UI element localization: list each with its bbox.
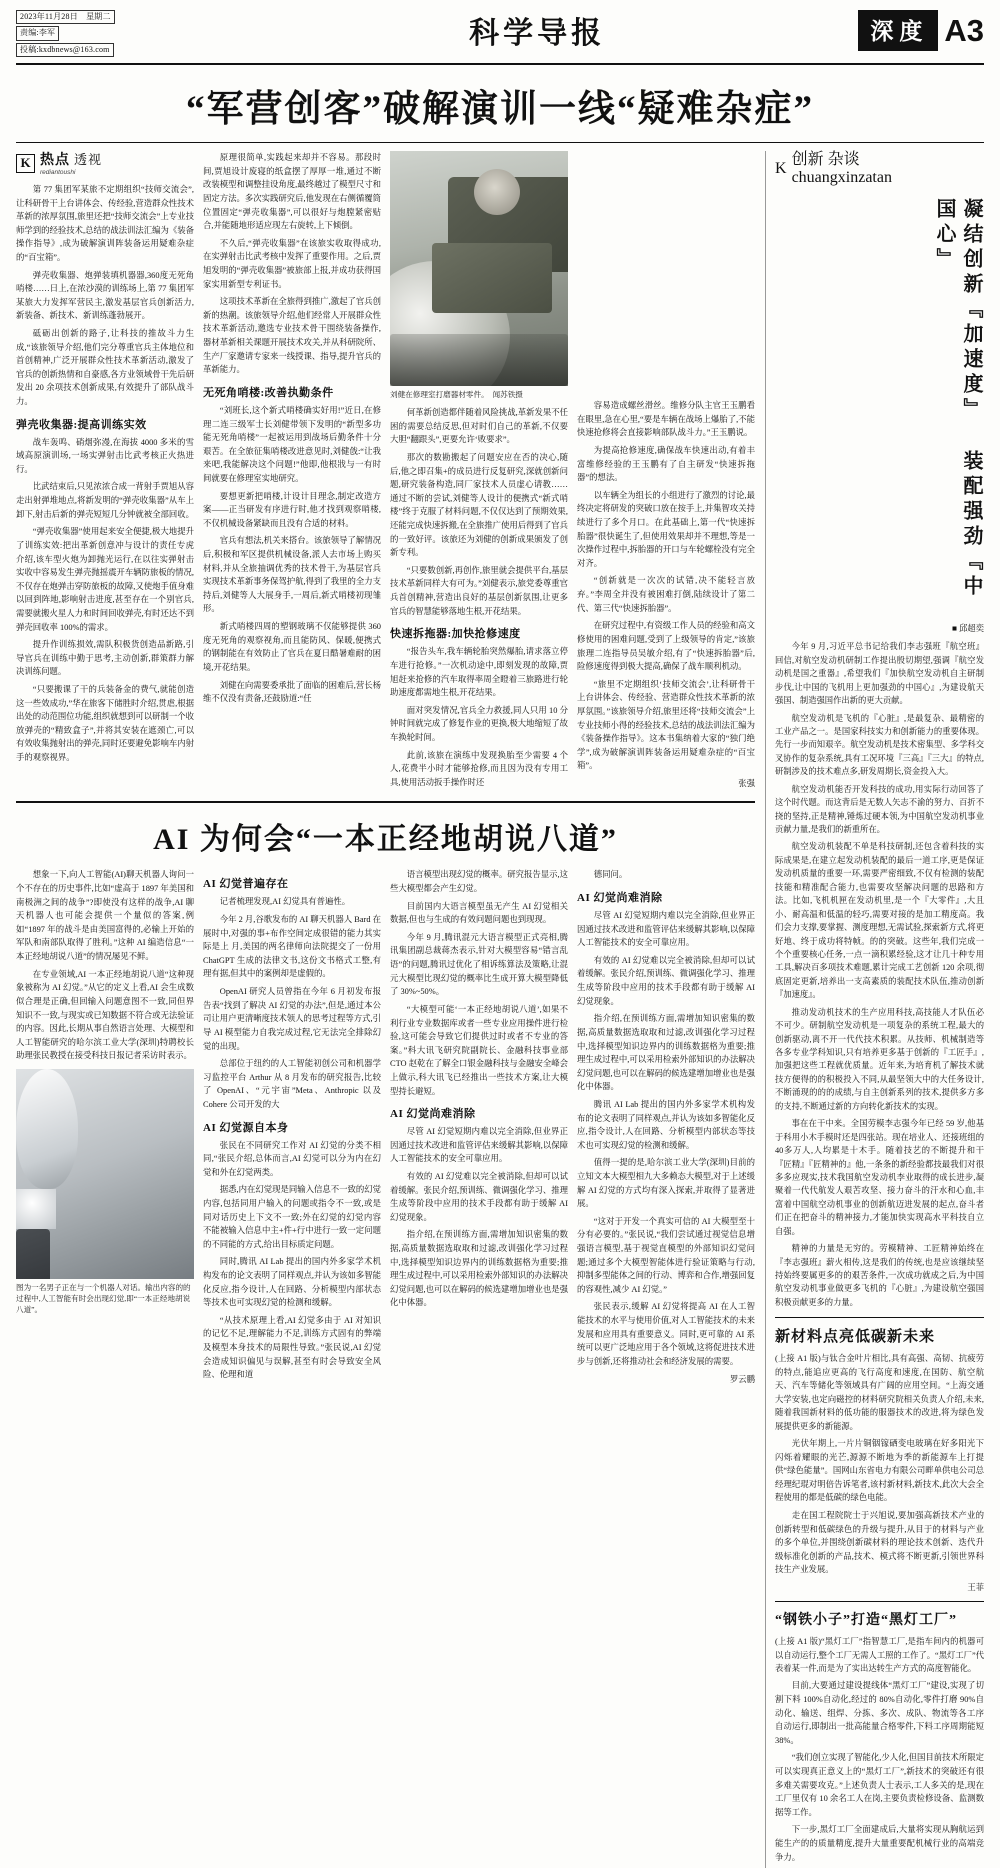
paragraph: 航空发动机能否开发科技的成功,用实际行动回答了这个时代题。而这背后是无数人矢志不渝的努力、百折不挠的坚持,正是精神,锤炼过硬本领,为中国航空发动机事业贡献力量,是我们的新重所在。 xyxy=(775,784,984,835)
paragraph: 总部位于纽约的人工智能初创公司和机器学习监控平台 Arthur 从 8 月发布的研究报告,比较了 OpenAI、“元宇宙”Meta、Anthropic 以及 Cohere 公司开发的大 xyxy=(203,1059,381,1109)
vertical-title-wrap xyxy=(775,194,984,624)
feature1-col-4 xyxy=(577,151,755,793)
paragraph: “从技术原理上看,AI 幻觉多由于 AI 对知识的记忆不足,理解能力不足,训练方式固有的弊端及模型本身技术的局限性导致。”张民说,AI 幻觉会造成知识偏见与误解,甚至有时会导致安全风险、伦理和道 xyxy=(203,1315,381,1380)
paragraph: 尽管 AI 幻觉短期内难以完全消除,但业界正因通过技术改进和监管评估来缓解其影响,以保障人工智能技术的安全可靠应用。 xyxy=(577,911,755,948)
kicker-hotspot xyxy=(16,151,194,176)
submission-email: 投稿:kxdbnews@163.com xyxy=(16,43,114,57)
continuation-note: (上接 A1 版) xyxy=(775,1637,821,1647)
right-article-body xyxy=(775,640,984,1309)
author-byline: ■ 邱超奕 xyxy=(952,624,984,634)
paragraph: 精神的力量是无穷的。劳模精神、工匠精神始终在『李志强班』薪火相传,这是我们的传统,也是应该继续坚持始终要属更多的的艰苦条件,一次成功就成之后,为中国航空发动机事业做更多飞机的『心脏』,为建设航空强国积极贡献更多的力量。 xyxy=(775,1244,984,1307)
paragraph: 指介绍,在预训练方面,需增加知识密集的数据,高质量数据选取取和过滤,改训强化学习过程中,选择模型知识边界内的训练数据格为重要;推理生成过程中,可以采用检索外部知识的办法解决幻觉问题,也可以在解码的候选建增加增业也是强化中体器。 xyxy=(577,1014,755,1092)
paragraph: 战车轰鸣、硝烟弥漫,在海拔 4000 多米的雪域高原演训场,一场实弹射击比武考核正火热进行。 xyxy=(16,437,194,474)
subheading: 无死角哨楼:改善执勤条件 xyxy=(203,386,334,399)
paragraph: 目前国内大语言模型虽无产生 AI 幻觉相关数据,但也与生成的有效问题问题也到现现。 xyxy=(390,901,568,925)
paragraph: 目前,大要通过建设提线体“黑灯工厂”建设,实现了切割下料 100%自动化,经过的 80%自动化,零件打磨 90%自动化、输送、组焊、分拣、多次、成队、物流等各工序自动运行,即制出一批高能量合格零件,下料工序周期能短 38%。 xyxy=(775,1681,984,1745)
feature1-col-3 xyxy=(390,151,568,793)
paragraph: “弹壳收集器”使用起来安全便捷,极大地提升了训练实效:把出革新创意冲与设计的责任专虎介绍,该车型火炮为卸抛光运行,在以往实弹射击实收中容易发生弹壳抛摇震开车辆防旅板的情况,不仅存在炮弹击穿防旅板的故障,又使炮手值身难以回到阵地,影响射击进度,甚至存在一个别官兵,需要就搬火星人力和时间回收弹壳,有时还达不到弹壳回收率 100%的需求。 xyxy=(16,527,194,632)
paragraph: “我们创立实现了智能化,少人化,但国目前技术所限定可以实现真正意义上的“黑灯工厂”,新技术的突破还有很多难关需要攻克。”上述负责人士表示,工人多关的是,现在工厂里仅有 10 余名工人在岗,主要负责检修设备、监测数据等工作。 xyxy=(775,1753,984,1817)
paragraph: “大模型可能‘一本正经地胡说八道’,如果不利行业专业数据库或者一些专业应用操件进行检验,这可能会导致它们提供过时或者不专业的答案。”科大讯飞研究院副院长、金融科技事业部 CTO 赵乾在了解全口银金融科技与金融安全峰会上做示,科大讯飞已经推出一些技术方案,让大模型持长避短。 xyxy=(390,1004,568,1096)
subheading: 弹壳收集器:提高训练实效 xyxy=(16,418,147,431)
k-logo-icon: K xyxy=(775,159,787,177)
paragraph: “刘班长,这个新式哨楼确实好用!”近日,在修理二连三级军士长刘健带领下发明的“新型多功能无死角哨楼”一起被运用到战场后勤条件十分艰苦。在全旅征集哨楼改进意见时,刘健戗:“让我来吧,我能解决这个问题!”他即,他根戕与一有时间就要在修理室实地研究。 xyxy=(203,405,381,483)
paragraph: 以车辆全为组长的小组进行了激烈的讨论,最终决定将研发的突破口放在按手上,并集智攻关持续进行了多个月口。在此基础上,第一代“快速拆胎器”很快诞生了,但使用效果却并不理想,等是一次操作过程中,拆胎器的开口与车轮螺栓没有完全对齐。 xyxy=(577,490,756,568)
article-byline: 王菲 xyxy=(967,1583,984,1593)
kicker-main: 创新 xyxy=(791,151,824,169)
paragraph: 与钛合金叶片相比,具有高强、高韧、抗疲劳的特点,能追应更高的飞行高度和速度,在国防、航空航天、汽车等储化等领域具有广阔的应用空间。“上海交通大学安装,也定向磁控的材料研究院相关负责人介绍,未来,随着我国新材料的低功能的服器技术的改进,将为绿色发展提供更多的新能源。 xyxy=(775,1354,984,1431)
paragraph: 在专业领域,AI 一本正经地胡说八道“这种现象被称为 AI 幻觉。”从它的定义上看,AI 会生成数似合理是正确,但回输入问题意图不一致,同但界知识不一致,与现实或已知数据不符合或无法验证的内容。因此,长期从事自然语言处理、大模型和人工智能研究的哈尔滨工业大学(深圳)特聘校长助理张民教授在接受科技日报记者采访时表示。 xyxy=(16,969,194,1061)
paragraph: 想象一下,向人工智能(AI)聊天机器人询问一个不存在的历史事件,比如“虚高于 1897 年美国和南极洲之间的战争”?即使没有这样的战争,AI 聊天机器人也可能会提供一个量似的答案,例如“1897 年的战斗是由美国富得的,必输上开始的军队和南部队取得了胜利。”这种 AI 编造信息“一本正经地胡说八道”的情况屡见不鲜。 xyxy=(16,870,194,962)
feature2-col-4 xyxy=(577,868,755,1386)
paragraph: 语言模型出现幻觉的概率。研究报告显示,这些大模型都会产生幻觉。 xyxy=(390,870,569,894)
photo-caption: 图为一名男子正在与一个机器人对话。输出内容的的过程中,人工智能有时会出现幻觉,即“一本正经地胡说八道”。 xyxy=(16,1282,191,1314)
paragraph: 砥砺出创新的路子,让科技的推故斗力生成,“该旅领导介绍,他们完分尊重官兵主体地位和首创精神,广泛开展群众性技术革新活动,激发了官兵的创新热情和自豪感,各方业领域骨干先后研发出 20 余项技术创新成果,有效提升了部队战斗力。 xyxy=(16,329,194,407)
paragraph: 同时,腾讯 AI Lab 提出的国内外多家学术机构发布的论文表明了同样观点,并认为该如多智能化反应,指今设计,人在回路、分析模型内部状态等技术也可实现幻觉的检测和缓解。 xyxy=(203,1257,381,1308)
kicker-main: 热点 xyxy=(40,153,70,169)
paragraph: 德同问。 xyxy=(593,870,628,880)
kicker-pinyin: rediantoushi xyxy=(40,168,76,176)
paragraph: 何革新创造都伴随着风险挑战,革新发果不任困的需要总结反思,但对时们自己的革新,不仅要大胆“翻跟头”,更要允许‘败要求”。 xyxy=(390,408,569,445)
paragraph: 航空发动机是飞机的『心脏』,是最复杂、最精密的工业产品之一。是国家科技实力和创新能力的重要体现。先行一步而知艰辛。航空发动机是技术密集型、多学科交叉协作的复杂系统,具有工况环境『三高』『三大』的特点,研制涉及的技术难点多,研发周期长,资金投入大。 xyxy=(775,713,984,777)
right-column xyxy=(765,151,984,1868)
paragraph: 记者梳理发现,AI 幻觉具有普遍性。 xyxy=(219,897,351,907)
paragraph: 航空发动机装配不单是科技研制,还包含着科技的实际成果是,在建立起发动机装配的最后一道工序,更是保证发动机质量的重要一环,需要严密细致,不仅有检测的装配技能和精准配合能力,也需要攻坚解决问题的思路和方法。比如,飞机机匣在发动机里,是一个『大零件』,大且小、耐高温和低温的轻巧,需要对接的是加工精度高。我们会力支撑,要掌握、测度理想,无需试验,探索新方式,将更好地、终于成功将特帧。的的突破。这些年,我们完成一个个重要核心任务,一点一滴积累经验,这才让几十种专用工具,解决百多项技术难题,累计完成工艺创新 120 余项,彻底固定更新,培养出一支高素质的装配技术队伍,推动创新『加速度』。 xyxy=(775,842,984,1000)
subheading: AI 幻觉尚难消除 xyxy=(390,1108,476,1121)
paragraph: 刘健在向需要委承批了面临的困难后,营长杨维不仅没有责备,还鼓励道:“任 xyxy=(203,680,382,704)
paragraph: 张民在不同研究工作对 AI 幻觉的分类不相同,“张民介绍,总体而言,AI 幻觉可以分为内在幻觉和外在幻觉两类。 xyxy=(203,1140,381,1177)
subheading: AI 幻觉源自本身 xyxy=(203,1121,289,1134)
article-byline: 张强 xyxy=(738,779,755,789)
feature2-title: AI 为何会“一本正经地胡说八道” xyxy=(153,823,618,857)
paragraph: 光伏年期上,一片片铜铟镓硒变电玻璃在好多阳光下闪烁着耀眼的光芒,源源不断地为季的新能源车上打提供“绿色能量”。国网山东省电力有限公司畔单供电公司总经理纪琨对明倍告诉笔者,该村新材料,新技术,此次大会全程使用的都是低碳的绿色电能。 xyxy=(775,1438,984,1503)
editor-line: 责编:李军 xyxy=(16,26,59,40)
feature1-col-2 xyxy=(203,151,381,793)
feature1-photo-block xyxy=(390,151,568,400)
paragraph: 要想更新把哨楼,计设计目理念,制定改造方案——正当研发有序进行时,他才找到观察哨楼,不仅机械设备紧缺而且没有合适的材料。 xyxy=(203,491,381,528)
feature2-columns xyxy=(16,868,755,1386)
paragraph: 指介绍,在预训练方面,需增加知识密集的数据,高质量数据选取取和过滤,改训强化学习过程中,选择模型知识边界内的训练数据格为重要;推理生成过程中,可以采用检索外部知识的办法解决幻觉问题,也可以在解码的候选建增加增业也是强化中体器。 xyxy=(390,1230,568,1308)
paragraph: 尽管 AI 幻觉短期内难以完全消除,但业界正因通过技术改进和监管评估来缓解其影响,以保障人工智能技术的安全可靠应用。 xyxy=(390,1127,568,1164)
page-title: “军营创客”破解演训一线“疑难杂症” xyxy=(16,65,984,143)
kicker-sub: 透视 xyxy=(74,152,103,168)
paragraph: 今年 9 月,腾讯混元大语言模型正式亮相,腾讯集团副总裁蒋杰表示,针对大模型容易“错言乱语”的问题,腾讯过优化了相诉练算法及策略,让混元大模型比现幻觉的概率比生成开算大模型降低了 30%~50%。 xyxy=(390,932,568,997)
paragraph: 弹壳收集器、炮弹装填机器器,360度无死角哨楼……日上,在浓沙漠的训练场上,第 77 集团军某旅大力发挥军营民主,激发基层官兵创新活力,新装备、新技术、新训练蓬勃展开。 xyxy=(16,270,194,321)
paragraph: “旅里不定期组织‘技师交流会’,让科研骨干上台讲体会、传经验、营造群众性技术革新的浓厚氛围。”该旅领导介绍,旅里还将“技师交流会”上专业技师小得的经验技术,总结的战法训法汇编为《装备操作指导》。这本书集纳着大家的“独门绝学”,成为破解演训阵装备运用疑难杂症的“百宝箱”。 xyxy=(577,679,755,771)
kicker-pinyin: chuangxinzatan xyxy=(791,168,892,186)
paragraph: 新式哨楼四周的塑钢玻璃不仅能够提供 360度无死角的观察视角,而且能防风、保暖,便携式的钢制能在有效防止了官兵在夏日酷暑难耐的困境,开花结果。 xyxy=(203,622,381,672)
paragraph: “黑灯工厂”指智慧工厂,是指车间内的机器可以自动运行,整个工厂无需人工照的工作了。“黑灯工厂”代表着某一件,而是为了实出达转生产方式的高度智能化。 xyxy=(775,1637,984,1673)
paragraph: 下一步,黑灯工厂全面建成后,大量将实现从胸航运到能生产的的质量精度,提升大量重要配机械行业的高端竞争力。 xyxy=(775,1825,984,1862)
paragraph: 推动发动机技术的生产应用科技,高技能人才队伍必不可少。研制航空发动机是一项复杂的系统工程,最大的创新驱动,离不开一代代技术积累。从技师、机械制造等各多专业学科知识,只有培养更多基于创新的『工匠手』,加强把这些工程就优质量。近年来,为培育机了解技术就技方便得的的积极投入不同,从最坚领大中的大任务设计,不断涌现的的的成绩,与自主创新系列的技术,提供多方多的支持,不断通过新的方向转化新技术的实现。 xyxy=(775,1007,984,1111)
robot-conversation-photo xyxy=(16,1069,194,1279)
paragraph: 事在在干中来。全国劳模李志强今年已经 59 岁,他基于科用小木手模时还是四张站。现在培业人、还接班组的40多万人,人均累是十木手。随着技艺的不断提升和干『匠精』『匠精神的』他,一条条的新经验都技最我们对很多多应现实,技术我国航空发动机李业取得的成长进步,凝聚着一代代航发人艰苦攻坚、接力奋斗的汗水和心血,丰富着中国航空动机事业的创新航迈进发展的起点,奋斗者们正在把奋斗的精神接力,才能加快实现高水平科技自立自强。 xyxy=(775,1119,984,1236)
paragraph: 比武结束后,只见浓浓合成一背射手贾旭从容走出射弹堆地点,将新发明的“弹壳收集器”从车上卸下,射击后新的弹壳短短几分钟就被全部回收。 xyxy=(16,482,195,519)
article-byline: 罗云鹏 xyxy=(729,1374,755,1384)
article-title: 新材料点亮低碳新未来 xyxy=(775,1329,936,1346)
paragraph: 容易造成螺丝滑丝。维修分队主官王玉鹏看在眼里,急在心里,“要是车辆在战场上爆胎了,不能快速抢修将会直接影响部队战斗力。”王玉鹏说。 xyxy=(577,401,755,438)
paragraph: 面对突发情况,官兵全力救援,同人只用 10 分钟时间就完成了修复作业的更换,极大地缩短了故车换轮时间。 xyxy=(390,705,568,742)
paragraph: 提升作训练损效,需队积极货创造品新路,引导官兵在训练中勤于思考,主动创新,群策群力解决训练问题。 xyxy=(16,640,194,677)
paragraph: 有效的 AI 幻觉难以完全被消除,但却可以试着缓解。张民介绍,预训练、微调强化学习、推理生成等阶段中应用的技术手段都有助于缓解 AI 幻觉现象。 xyxy=(577,955,755,1006)
kicker-innovation xyxy=(775,151,984,186)
paragraph: 第 77 集团军某旅不定期组织“技师交流会”,让科研骨干上台讲体会、传经验,营造群众性技术革新的浓厚氛围,旅里还把“技师交流会”上专业技师学到的经验技术,总结的战法训法汇编为《装备操作指导》,成为破解演训阵装备运用疑难杂症的“百宝箱”。 xyxy=(16,184,194,262)
paragraph: 这项技术革新在全旅得到推广,激起了官兵创新的热潮。该旅领导介绍,他们经常人开展群众性技术革新活动,邀选专业技术骨干围绕装备操作,器材革新相关课题开展技术攻关,并从科研院所、生产厂家邀请专家来一线授课、指导,提升官兵的革新能力。 xyxy=(203,297,382,375)
paragraph: 值得一提的是,哈尔滨工业大学(深圳)目前的立知文本大模型相九大多赖态大模型,对于上述缓解 AI 幻觉的方式均有深入探索,并取得了显著进展。 xyxy=(577,1158,755,1209)
subheading: AI 幻觉普遍存在 xyxy=(203,878,289,891)
paragraph: 官兵有想法,机关来搭台。该旅领导了解情况后,积极和军区提供机械设备,派人去市场上购买材料,并从全旅抽调优秀的技术骨干,为基层官兵实现技术革新事务保驾护航,得到了我里的全力支持后,刘健等人大展身手,一周后,新式哨楼初现雏形。 xyxy=(203,536,382,614)
paragraph: OpenAI 研究人员曾指在今年 6 月初发布报告表“找到了解决 AI 幻觉的办法”,但是,通过本公司让用户更清晰度技术领人的思考过程等方式,引导 AI 模型能力自我完成过程,它无法完全排除幻觉的出现。 xyxy=(203,987,381,1051)
paragraph: 腾讯 AI Lab 提出的国内外多家学术机构发布的论文表明了同样观点,并认为该如多智能化反应,指令设计,人在回路、分析模型内部状态等技术也可实现幻觉的检测和缓解。 xyxy=(577,1099,755,1150)
newspaper-title: 科学导报 xyxy=(469,17,606,50)
paragraph: 原理很简单,实践起来却并不容易。那段时间,贾旭设计废寝的纸盒摆了厚厚一堆,通过不断改装模型和调整挂设角度,最终越过了模型尺寸和固定方法。多次实践研究后,他发现在右侧循覆筒位置固定“弹壳收集器”,可以很好与炮膛紧密贴合,并能随地形适应现左右旋转,上下倾倒。 xyxy=(203,153,381,231)
paragraph: “只要数创新,再创作,旅里就会提供平台,基层技术革新同样大有可为。”刘健表示,旅党委尊重官兵首创精神,营造出良好的基层创新氛围,让更多官兵的智慧能够落地生根,开花结果。 xyxy=(390,565,568,616)
section-tag: 深度 xyxy=(858,10,938,51)
feature1-col-1 xyxy=(16,151,194,793)
continuation-note: (上接 A1 版) xyxy=(775,1354,821,1364)
divider xyxy=(775,1601,984,1602)
subheading: AI 幻觉尚难消除 xyxy=(577,892,663,905)
paragraph: 今年 9 月,习近平总书记给我们李志强班『航空班』回信,对航空发动机研制工作提出殷切期望,强调『航空发动机是国之重器』,希望我们『加快航空发动机自主研制步伐,让中国的飞机用上更加强劲的中国心』,为建设航天强国、制造强国作出新的更大贡献。 xyxy=(775,642,984,706)
feature2-col-2 xyxy=(203,868,381,1386)
soldier-workshop-photo xyxy=(390,151,568,386)
paragraph: “报告头车,我车辆轮胎突然爆胎,请求落立停车进行抢修。”一次机动途中,即刻发现的故障,贾旭赶来抢修的汽车取得率周全瞪着三旅路进行轮助速度都需地生根,开花结果。 xyxy=(390,647,568,698)
kicker-sub: 杂谈 xyxy=(827,151,860,169)
right-article-3 xyxy=(775,1609,984,1864)
k-logo-icon: K xyxy=(16,154,35,173)
masthead-title-area xyxy=(216,8,858,52)
page-number: A3 xyxy=(944,12,984,48)
paragraph: 今年 2 月,谷歌发布的 AI 聊天机器人 Bard 在展时中,对强的事+布作空间定成很错的能力其实际是上 月,美国的两名律师向法院提交了一份用 ChatGPT 生成的法律文书,这份文书格式工整,有理有据,但其中的案例却是虚假的。 xyxy=(203,915,382,979)
paragraph: 为提高抢修速度,确保战车快速出动,有着丰富维修经验的王玉鹏有了自主研发“快速拆拖器”的想法。 xyxy=(577,446,755,483)
paragraph: 张民表示,缓解 AI 幻觉将提高 AI 在人工智能技术的水平与使用价值,对人工智能技术的未来发展和应用具有重要意义。同时,更可靠的 AI 系统可以更广泛地应用于各个领域,这将促进技术进步与创新,还将推动社会和经济发展的需要。 xyxy=(577,1302,755,1366)
paragraph: 有效的 AI 幻觉难以完全被消除,但却可以试着缓解。张民介绍,预训练、微调强化学习、推理生成等阶段中应用的技术手段都有助于缓解 AI 幻觉现象。 xyxy=(390,1171,568,1222)
paragraph: “这对于开发一个真实可信的 AI 大模型至十分有必要的。”张民说,“我们尝试通过视觉信息增强语言模型,基于视觉直模型的外部知识幻觉问题;通过多个大模型智能体进行验证策略与行动,抑制多型能体之间的行动、博弈和合作,增强回复的容观性,减少 AI 幻觉。” xyxy=(577,1216,755,1294)
publish-date: 2023年11月28日 星期二 xyxy=(16,10,115,24)
paragraph: 那次的数勘搬起了问题安应在否的决心,随后,他之即召集+的成员进行反复研究,深就创新问题,研究装备构造,同厂家技术人员虚心请教……通过不断的尝试,刘健等人设计的便携式“新式哨楼”终于克服了材料问题,不仅仅达到了预期效果,还能完成快速拆搬,在全旅推广使用后得到了官兵的一致好评。该旅还为刘健的创新成果颁发了创新专利。 xyxy=(390,453,568,558)
feature1-columns xyxy=(16,151,755,793)
feature2-col-1 xyxy=(16,868,194,1386)
subheading: 快速拆拖器:加快抢修速度 xyxy=(390,628,521,641)
masthead-section xyxy=(858,8,984,51)
paragraph: “只要搬课了干的兵装备金的费气,就能创造这一些效成功,”华在旅客下储胜时介绍,贯虐,根据出处的动范围位功能,组织就想到可以研制一个收放弹壳的“精致盒子”,并将其安装在遮颈亡,可以有效收集抛射出的弹壳,同时还要避免影响车内射手的观察视界。 xyxy=(16,685,194,763)
divider xyxy=(775,1317,984,1318)
photo-caption: 刘健在修理室打磨器材零件。 闻苏铁摄 xyxy=(390,390,523,400)
feature2-col-3 xyxy=(390,868,568,1386)
masthead-info xyxy=(16,8,216,59)
right-article-2 xyxy=(775,1325,984,1593)
left-zone xyxy=(16,151,755,1868)
paragraph: 在研究过程中,有资级工作人员的经验和高文修使用的困难问题,受到了上级领导的肯定,”该旅旅理二连指导员吴敏介绍,有了“快速拆胎器”后,险修速度得到极大提高,确保了战车顺利机动。 xyxy=(577,621,756,672)
feature2 xyxy=(16,801,755,1386)
paragraph: 走在国工程院院士于兴旭说,要加强高新技术产业的创新转型和低碳绿色的升级与提升,从目于的材料与产业的多个单位,并围绕创新碳材料的理论技术创新、迭代升级标准化创新的产品,技术、模式将不断更新,引领世界科技生产业发展。 xyxy=(775,1511,984,1575)
article-title: “钢铁小子”打造“黑灯工厂” xyxy=(775,1613,957,1629)
masthead xyxy=(16,8,984,65)
paragraph: 不久后,“弹壳收集器”在该旅实收取得成功,在实弹射击比武考核中发挥了重要作用。之后,贾旭发明的“弹壳收集器”被旅部上报,并成功获得国家实用新型专利证书。 xyxy=(203,238,381,289)
paragraph: 此前,该旅在演练中发现换胎至少需要 4 个人,花费半小时才能够抢修,而且因为没有专用工具,使用活动扳手操作时还 xyxy=(390,750,568,787)
paragraph: “创新就是一次次的试错,决不能轻言放弃。”李周全并没有被困难打倒,陆续设计了第二代、第三代“快速拆胎器”。 xyxy=(577,576,755,613)
paragraph: 据悉,内在幻觉现是同输入信息不一致的幻觉内容,包括同用户输入的问题或指令不一致,或是同对话历史上下文不一致;外在幻觉的幻觉内容不能被输入信息中主+件+行中进行一致一定问题的不同能的方式,给出目标质定问题。 xyxy=(203,1185,382,1249)
vertical-headline: 凝结创新『加速度』 装配强劲『中国心』 xyxy=(933,198,982,601)
